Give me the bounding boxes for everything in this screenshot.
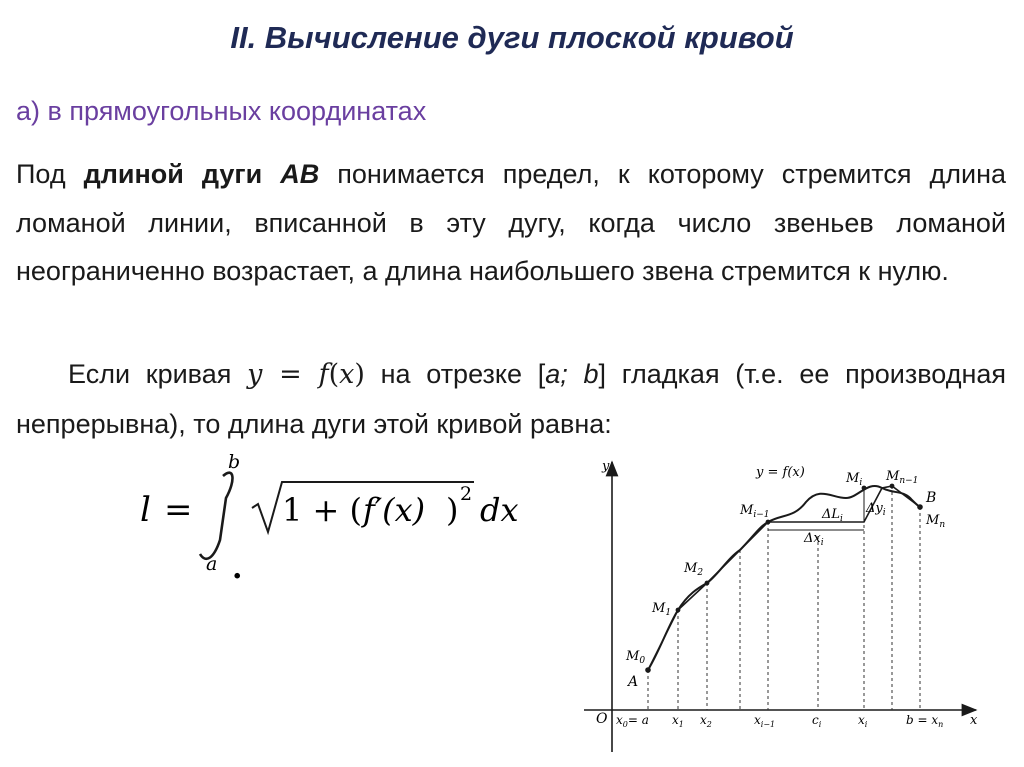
slide-subtitle: а) в прямоугольных координатах bbox=[16, 96, 427, 126]
point-M2 bbox=[705, 581, 710, 586]
tick-ci: $c_i$ bbox=[812, 713, 822, 729]
math-f: f bbox=[318, 359, 329, 390]
point-Mi bbox=[862, 486, 867, 491]
math-x: x bbox=[339, 359, 355, 390]
formula-lhs: l bbox=[140, 490, 151, 530]
origin-label: O bbox=[596, 711, 608, 727]
text-run: Под bbox=[16, 159, 84, 189]
point-Mn1 bbox=[890, 484, 895, 489]
point-B bbox=[917, 504, 923, 510]
point-M1 bbox=[676, 608, 681, 613]
formula-dx: dx bbox=[480, 491, 519, 529]
formula-one-plus: 1 + ( bbox=[282, 491, 362, 529]
text-run: Если кривая bbox=[68, 359, 248, 389]
integral-lower-limit: a bbox=[206, 553, 218, 575]
dashed-verticals bbox=[648, 486, 920, 710]
paragraph-condition bbox=[16, 350, 1006, 448]
label-M2: $M_2$ bbox=[684, 561, 704, 578]
curve-label: y = f(x) bbox=[756, 465, 805, 480]
label-delta-y: $\Delta y_i$ bbox=[866, 501, 886, 518]
math-eq: = bbox=[262, 359, 319, 390]
math-rparen: ) bbox=[354, 359, 365, 390]
paragraph-definition bbox=[16, 150, 1006, 296]
formula-power: 2 bbox=[460, 483, 473, 505]
formula-period: . bbox=[232, 551, 243, 586]
label-delta-L: $\Delta L_i$ bbox=[822, 507, 843, 524]
tick-xi1: $x_{i-1}$ bbox=[754, 713, 776, 729]
label-M1: $M_1$ bbox=[652, 601, 672, 618]
slide-title: II. Вычисление дуги плоской кривой bbox=[230, 20, 794, 55]
point-A bbox=[645, 667, 651, 673]
label-Mn: $M_n$ bbox=[926, 513, 946, 530]
math-lparen: ( bbox=[328, 359, 340, 390]
label-delta-x: $\Delta x_i$ bbox=[804, 531, 824, 548]
label-Mi1: $M_{i-1}$ bbox=[740, 503, 770, 520]
tick-bxn: $b = x_n$ bbox=[906, 713, 944, 729]
arc-figure bbox=[576, 452, 996, 762]
interval-sep: ; bbox=[560, 359, 584, 389]
tick-x1: $x_1$ bbox=[672, 713, 684, 729]
text-run: ] гладкая (т.е. ее производная непрерывна), то длина дуги этой кривой равна: bbox=[16, 359, 1007, 439]
x-axis-label: x bbox=[970, 713, 978, 728]
tick-x2: $x_2$ bbox=[700, 713, 712, 729]
label-B: B bbox=[926, 490, 937, 506]
interval-a: a bbox=[545, 359, 561, 389]
tick-xi: $x_i$ bbox=[858, 713, 868, 729]
term-arc-length: длиной дуги bbox=[83, 159, 281, 189]
integral-upper-limit: b bbox=[228, 451, 241, 473]
formula-equals: = bbox=[164, 490, 193, 530]
label-Mi: $M_i$ bbox=[846, 471, 863, 488]
label-M0: $M_0$ bbox=[626, 649, 646, 666]
text-run: на отрезке [ bbox=[364, 359, 546, 389]
tick-x0: $x_0= a$ bbox=[616, 713, 649, 729]
term-ab: AB bbox=[280, 159, 320, 189]
arc-length-formula bbox=[130, 448, 550, 588]
formula-fprime: f′(x) bbox=[363, 491, 426, 529]
math-y: y bbox=[247, 359, 263, 390]
integral-sign bbox=[200, 473, 232, 559]
point-Mi1 bbox=[766, 520, 771, 525]
label-A: A bbox=[628, 674, 639, 690]
text-run: понимается предел, к которому стремится длина ломаной линии, вписанной в эту дугу, когда число звеньев ломаной неограниченно возрастает, а длина наибольшего звена стремится к нулю. bbox=[16, 159, 1006, 286]
label-Mn1: $M_{n-1}$ bbox=[886, 469, 919, 486]
y-axis-label: y bbox=[602, 459, 610, 474]
interval-b: b bbox=[583, 359, 599, 389]
formula-close: ) bbox=[446, 491, 459, 529]
